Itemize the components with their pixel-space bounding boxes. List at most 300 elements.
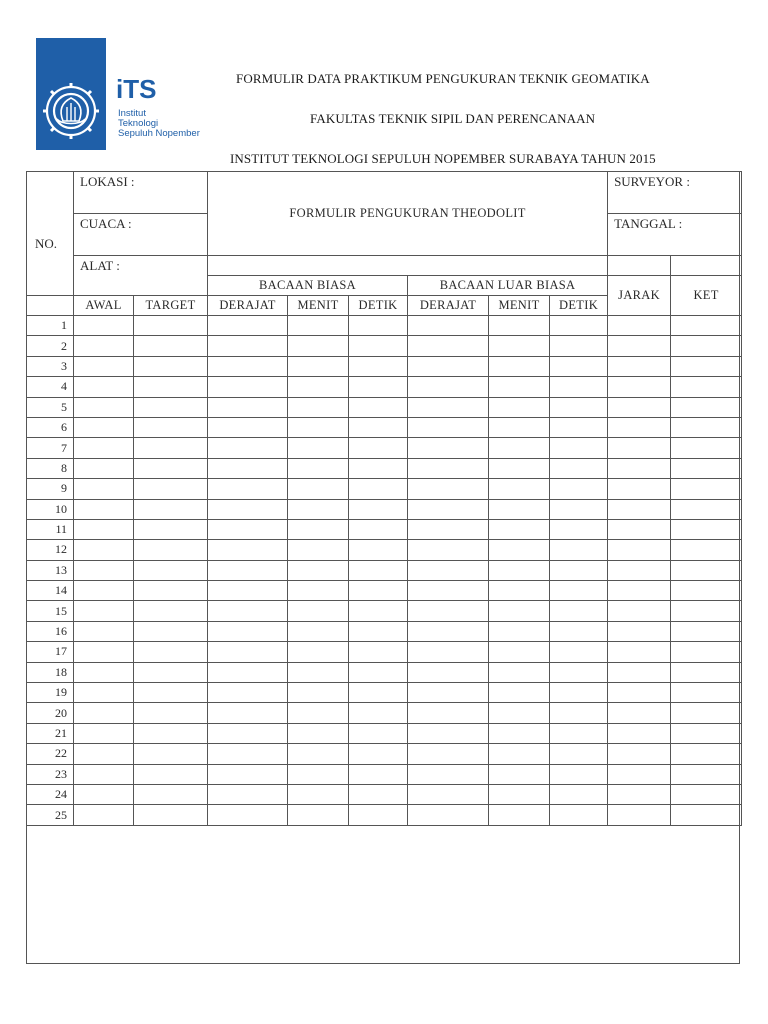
cell-detik-luar[interactable] <box>550 744 608 764</box>
cell-jarak[interactable] <box>608 581 671 601</box>
cell-detik-luar[interactable] <box>550 601 608 621</box>
cell-derajat-luar[interactable] <box>408 438 489 458</box>
cell-ket[interactable] <box>671 397 742 417</box>
cell-detik-biasa[interactable] <box>349 723 408 743</box>
cell-target[interactable] <box>134 744 208 764</box>
cell-derajat-biasa[interactable] <box>208 601 288 621</box>
table-row <box>27 581 742 601</box>
col-menit-luar-header: MENIT <box>489 296 550 316</box>
cell-derajat-luar[interactable] <box>408 560 489 580</box>
cell-menit-luar[interactable] <box>489 356 550 376</box>
cell-detik-luar[interactable] <box>550 621 608 641</box>
cell-derajat-biasa[interactable] <box>208 805 288 825</box>
cell-detik-biasa[interactable] <box>349 458 408 478</box>
cell-jarak[interactable] <box>608 519 671 539</box>
cell-derajat-biasa[interactable] <box>208 519 288 539</box>
table-row <box>27 377 742 397</box>
cell-jarak[interactable] <box>608 642 671 662</box>
cell-detik-luar[interactable] <box>550 458 608 478</box>
cell-detik-biasa[interactable] <box>349 662 408 682</box>
cell-derajat-luar[interactable] <box>408 683 489 703</box>
cell-awal[interactable] <box>74 723 134 743</box>
cell-derajat-biasa[interactable] <box>208 499 288 519</box>
cell-detik-luar[interactable] <box>550 519 608 539</box>
row-number: 17 <box>27 642 74 662</box>
cell-detik-biasa[interactable] <box>349 479 408 499</box>
cell-detik-biasa[interactable] <box>349 519 408 539</box>
cell-derajat-biasa[interactable] <box>208 356 288 376</box>
cell-derajat-luar[interactable] <box>408 316 489 336</box>
cell-target[interactable] <box>134 683 208 703</box>
cell-detik-luar[interactable] <box>550 397 608 417</box>
cell-ket[interactable] <box>671 519 742 539</box>
alat-field[interactable] <box>74 256 208 296</box>
cell-awal[interactable] <box>74 764 134 784</box>
cell-detik-biasa[interactable] <box>349 703 408 723</box>
cell-menit-biasa[interactable] <box>288 744 349 764</box>
cell-menit-biasa[interactable] <box>288 316 349 336</box>
cell-derajat-luar[interactable] <box>408 621 489 641</box>
cell-derajat-biasa[interactable] <box>208 764 288 784</box>
cell-menit-biasa[interactable] <box>288 540 349 560</box>
table-row <box>27 683 742 703</box>
cell-menit-luar[interactable] <box>489 499 550 519</box>
cell-jarak[interactable] <box>608 438 671 458</box>
cell-jarak[interactable] <box>608 540 671 560</box>
cell-derajat-biasa[interactable] <box>208 417 288 437</box>
cell-derajat-luar[interactable] <box>408 540 489 560</box>
cell-derajat-biasa[interactable] <box>208 581 288 601</box>
cell-detik-luar[interactable] <box>550 438 608 458</box>
cell-menit-biasa[interactable] <box>288 519 349 539</box>
cell-menit-biasa[interactable] <box>288 377 349 397</box>
cell-menit-luar[interactable] <box>489 336 550 356</box>
cell-menit-luar[interactable] <box>489 417 550 437</box>
cell-target[interactable] <box>134 540 208 560</box>
cell-awal[interactable] <box>74 784 134 804</box>
cell-menit-luar[interactable] <box>489 642 550 662</box>
alat-label: ALAT : <box>80 258 120 273</box>
jarak-header: JARAK <box>608 276 671 316</box>
cell-ket[interactable] <box>671 417 742 437</box>
cell-awal[interactable] <box>74 316 134 336</box>
cell-menit-biasa[interactable] <box>288 723 349 743</box>
cell-ket[interactable] <box>671 540 742 560</box>
cell-awal[interactable] <box>74 621 134 641</box>
cell-target[interactable] <box>134 642 208 662</box>
bacaan-biasa-header: BACAAN BIASA <box>208 276 408 296</box>
cell-derajat-luar[interactable] <box>408 784 489 804</box>
cell-jarak[interactable] <box>608 621 671 641</box>
row-number: 2 <box>27 336 74 356</box>
cell-ket[interactable] <box>671 805 742 825</box>
cell-menit-biasa[interactable] <box>288 560 349 580</box>
cell-menit-biasa[interactable] <box>288 458 349 478</box>
cell-detik-luar[interactable] <box>550 356 608 376</box>
cell-ket[interactable] <box>671 479 742 499</box>
cell-jarak[interactable] <box>608 377 671 397</box>
its-crest-icon <box>36 38 216 150</box>
cell-ket[interactable] <box>671 744 742 764</box>
cell-jarak[interactable] <box>608 316 671 336</box>
cell-menit-luar[interactable] <box>489 540 550 560</box>
table-row <box>27 662 742 682</box>
cell-detik-luar[interactable] <box>550 784 608 804</box>
cell-jarak[interactable] <box>608 560 671 580</box>
cell-target[interactable] <box>134 784 208 804</box>
cell-detik-luar[interactable] <box>550 805 608 825</box>
svg-text:Teknologi: Teknologi <box>118 118 159 129</box>
cell-detik-biasa[interactable] <box>349 764 408 784</box>
surveyor-field[interactable] <box>608 172 742 214</box>
cell-target[interactable] <box>134 560 208 580</box>
cell-ket[interactable] <box>671 377 742 397</box>
cell-ket[interactable] <box>671 764 742 784</box>
cell-menit-biasa[interactable] <box>288 479 349 499</box>
cell-menit-luar[interactable] <box>489 479 550 499</box>
cell-detik-biasa[interactable] <box>349 601 408 621</box>
cell-target[interactable] <box>134 316 208 336</box>
cell-detik-luar[interactable] <box>550 642 608 662</box>
cell-ket[interactable] <box>671 642 742 662</box>
cell-menit-luar[interactable] <box>489 805 550 825</box>
cell-jarak[interactable] <box>608 723 671 743</box>
cell-menit-biasa[interactable] <box>288 764 349 784</box>
cell-menit-luar[interactable] <box>489 601 550 621</box>
cell-derajat-luar[interactable] <box>408 479 489 499</box>
cell-derajat-biasa[interactable] <box>208 744 288 764</box>
cell-ket[interactable] <box>671 621 742 641</box>
cell-target[interactable] <box>134 336 208 356</box>
cell-detik-luar[interactable] <box>550 499 608 519</box>
cell-ket[interactable] <box>671 784 742 804</box>
row-number: 12 <box>27 540 74 560</box>
cell-ket[interactable] <box>671 438 742 458</box>
cell-derajat-biasa[interactable] <box>208 662 288 682</box>
cell-detik-luar[interactable] <box>550 316 608 336</box>
cell-target[interactable] <box>134 621 208 641</box>
cell-jarak[interactable] <box>608 601 671 621</box>
cell-detik-biasa[interactable] <box>349 805 408 825</box>
lokasi-field[interactable] <box>74 172 208 214</box>
cell-menit-luar[interactable] <box>489 519 550 539</box>
cell-derajat-biasa[interactable] <box>208 479 288 499</box>
cell-target[interactable] <box>134 356 208 376</box>
cell-detik-biasa[interactable] <box>349 417 408 437</box>
cell-menit-luar[interactable] <box>489 764 550 784</box>
cell-derajat-biasa[interactable] <box>208 336 288 356</box>
cell-derajat-luar[interactable] <box>408 744 489 764</box>
cell-awal[interactable] <box>74 703 134 723</box>
table-row <box>27 601 742 621</box>
cell-awal[interactable] <box>74 662 134 682</box>
cell-detik-biasa[interactable] <box>349 642 408 662</box>
cell-menit-luar[interactable] <box>489 744 550 764</box>
cell-awal[interactable] <box>74 479 134 499</box>
cell-detik-biasa[interactable] <box>349 744 408 764</box>
cell-jarak[interactable] <box>608 805 671 825</box>
cell-jarak[interactable] <box>608 662 671 682</box>
row-number: 13 <box>27 560 74 580</box>
table-row <box>27 703 742 723</box>
cell-jarak[interactable] <box>608 744 671 764</box>
its-logo <box>36 38 216 150</box>
row-number: 9 <box>27 479 74 499</box>
form-title-line-3: INSTITUT TEKNOLOGI SEPULUH NOPEMBER SURABAYA TAHUN 2015 <box>230 151 656 166</box>
cell-menit-biasa[interactable] <box>288 581 349 601</box>
row-number: 20 <box>27 703 74 723</box>
cell-detik-luar[interactable] <box>550 683 608 703</box>
row-number: 14 <box>27 581 74 601</box>
cell-derajat-luar[interactable] <box>408 519 489 539</box>
cell-ket[interactable] <box>671 560 742 580</box>
cell-detik-luar[interactable] <box>550 560 608 580</box>
cell-jarak[interactable] <box>608 764 671 784</box>
cell-menit-biasa[interactable] <box>288 683 349 703</box>
cell-derajat-luar[interactable] <box>408 356 489 376</box>
cell-ket[interactable] <box>671 662 742 682</box>
cell-awal[interactable] <box>74 417 134 437</box>
table-row <box>27 336 742 356</box>
svg-text:Sepuluh Nopember: Sepuluh Nopember <box>118 128 200 139</box>
cell-target[interactable] <box>134 377 208 397</box>
cell-jarak[interactable] <box>608 499 671 519</box>
cell-detik-biasa[interactable] <box>349 581 408 601</box>
cell-derajat-luar[interactable] <box>408 499 489 519</box>
cell-awal[interactable] <box>74 540 134 560</box>
cell-menit-luar[interactable] <box>489 377 550 397</box>
row-number: 5 <box>27 397 74 417</box>
cell-target[interactable] <box>134 662 208 682</box>
cell-derajat-luar[interactable] <box>408 377 489 397</box>
cell-menit-luar[interactable] <box>489 438 550 458</box>
cell-ket[interactable] <box>671 316 742 336</box>
cell-menit-biasa[interactable] <box>288 601 349 621</box>
cell-target[interactable] <box>134 805 208 825</box>
cell-jarak[interactable] <box>608 683 671 703</box>
surveyor-label: SURVEYOR : <box>614 174 690 189</box>
cell-derajat-biasa[interactable] <box>208 458 288 478</box>
cell-derajat-luar[interactable] <box>408 581 489 601</box>
table-row <box>27 499 742 519</box>
table-row <box>27 723 742 743</box>
cell-detik-biasa[interactable] <box>349 499 408 519</box>
cell-jarak[interactable] <box>608 703 671 723</box>
table-row <box>27 540 742 560</box>
cell-derajat-luar[interactable] <box>408 397 489 417</box>
cell-menit-biasa[interactable] <box>288 397 349 417</box>
cell-menit-luar[interactable] <box>489 397 550 417</box>
cell-derajat-luar[interactable] <box>408 336 489 356</box>
cell-jarak[interactable] <box>608 397 671 417</box>
table-row <box>27 479 742 499</box>
row-number: 23 <box>27 764 74 784</box>
cell-derajat-biasa[interactable] <box>208 377 288 397</box>
cell-detik-luar[interactable] <box>550 417 608 437</box>
cell-ket[interactable] <box>671 601 742 621</box>
table-row <box>27 397 742 417</box>
cuaca-field[interactable] <box>74 214 208 256</box>
cell-detik-biasa[interactable] <box>349 621 408 641</box>
cell-menit-biasa[interactable] <box>288 438 349 458</box>
cell-ket[interactable] <box>671 581 742 601</box>
cell-detik-biasa[interactable] <box>349 784 408 804</box>
cell-target[interactable] <box>134 458 208 478</box>
cell-awal[interactable] <box>74 397 134 417</box>
cell-derajat-biasa[interactable] <box>208 723 288 743</box>
cell-menit-biasa[interactable] <box>288 805 349 825</box>
cell-target[interactable] <box>134 397 208 417</box>
cell-menit-biasa[interactable] <box>288 417 349 437</box>
lokasi-label: LOKASI : <box>80 174 135 189</box>
cell-jarak[interactable] <box>608 784 671 804</box>
cell-target[interactable] <box>134 519 208 539</box>
cell-ket[interactable] <box>671 723 742 743</box>
cell-awal[interactable] <box>74 683 134 703</box>
cell-detik-luar[interactable] <box>550 479 608 499</box>
cell-jarak[interactable] <box>608 479 671 499</box>
cell-awal[interactable] <box>74 499 134 519</box>
cell-menit-luar[interactable] <box>489 458 550 478</box>
cell-derajat-luar[interactable] <box>408 662 489 682</box>
cell-detik-biasa[interactable] <box>349 540 408 560</box>
cell-detik-biasa[interactable] <box>349 336 408 356</box>
blank-jarak-top[interactable] <box>608 256 671 276</box>
cell-derajat-biasa[interactable] <box>208 621 288 641</box>
svg-text:iTS: iTS <box>116 74 157 104</box>
row-number: 19 <box>27 683 74 703</box>
cell-awal[interactable] <box>74 560 134 580</box>
cell-target[interactable] <box>134 601 208 621</box>
cell-derajat-luar[interactable] <box>408 601 489 621</box>
cell-derajat-biasa[interactable] <box>208 397 288 417</box>
cell-target[interactable] <box>134 581 208 601</box>
cell-derajat-biasa[interactable] <box>208 540 288 560</box>
cell-detik-luar[interactable] <box>550 540 608 560</box>
cell-derajat-biasa[interactable] <box>208 560 288 580</box>
cell-menit-luar[interactable] <box>489 683 550 703</box>
cell-jarak[interactable] <box>608 417 671 437</box>
row-number: 21 <box>27 723 74 743</box>
cell-derajat-biasa[interactable] <box>208 316 288 336</box>
cell-awal[interactable] <box>74 356 134 376</box>
cell-derajat-biasa[interactable] <box>208 703 288 723</box>
cell-target[interactable] <box>134 499 208 519</box>
blank-header-cell[interactable] <box>208 256 608 276</box>
cell-detik-luar[interactable] <box>550 581 608 601</box>
cell-awal[interactable] <box>74 601 134 621</box>
cell-menit-luar[interactable] <box>489 784 550 804</box>
cell-menit-biasa[interactable] <box>288 784 349 804</box>
cell-menit-luar[interactable] <box>489 581 550 601</box>
cell-menit-biasa[interactable] <box>288 642 349 662</box>
cell-derajat-luar[interactable] <box>408 723 489 743</box>
cell-menit-biasa[interactable] <box>288 499 349 519</box>
cell-ket[interactable] <box>671 458 742 478</box>
cell-target[interactable] <box>134 438 208 458</box>
cell-ket[interactable] <box>671 683 742 703</box>
col-derajat-luar-header: DERAJAT <box>408 296 489 316</box>
cell-derajat-luar[interactable] <box>408 764 489 784</box>
cell-menit-biasa[interactable] <box>288 621 349 641</box>
cell-ket[interactable] <box>671 356 742 376</box>
cell-detik-biasa[interactable] <box>349 397 408 417</box>
cell-detik-luar[interactable] <box>550 723 608 743</box>
blank-ket-top[interactable] <box>671 256 742 276</box>
cell-derajat-luar[interactable] <box>408 703 489 723</box>
cell-menit-biasa[interactable] <box>288 662 349 682</box>
cell-awal[interactable] <box>74 336 134 356</box>
cell-derajat-biasa[interactable] <box>208 784 288 804</box>
cell-menit-biasa[interactable] <box>288 703 349 723</box>
cell-ket[interactable] <box>671 499 742 519</box>
cell-menit-luar[interactable] <box>489 723 550 743</box>
cell-derajat-luar[interactable] <box>408 805 489 825</box>
cell-awal[interactable] <box>74 519 134 539</box>
cell-awal[interactable] <box>74 377 134 397</box>
table-row <box>27 356 742 376</box>
cell-detik-luar[interactable] <box>550 336 608 356</box>
cell-ket[interactable] <box>671 703 742 723</box>
cell-menit-luar[interactable] <box>489 703 550 723</box>
cell-derajat-luar[interactable] <box>408 458 489 478</box>
cell-detik-luar[interactable] <box>550 662 608 682</box>
cell-menit-biasa[interactable] <box>288 356 349 376</box>
cell-detik-biasa[interactable] <box>349 356 408 376</box>
cell-target[interactable] <box>134 723 208 743</box>
cell-target[interactable] <box>134 764 208 784</box>
cell-derajat-luar[interactable] <box>408 642 489 662</box>
cell-detik-luar[interactable] <box>550 764 608 784</box>
row-number: 1 <box>27 316 74 336</box>
cell-detik-biasa[interactable] <box>349 316 408 336</box>
cell-menit-luar[interactable] <box>489 560 550 580</box>
cell-menit-luar[interactable] <box>489 621 550 641</box>
cell-target[interactable] <box>134 417 208 437</box>
cell-awal[interactable] <box>74 805 134 825</box>
cell-jarak[interactable] <box>608 458 671 478</box>
col-derajat-biasa-header: DERAJAT <box>208 296 288 316</box>
cell-awal[interactable] <box>74 458 134 478</box>
svg-text:Institut: Institut <box>118 108 146 119</box>
cell-target[interactable] <box>134 703 208 723</box>
cell-detik-luar[interactable] <box>550 377 608 397</box>
cell-menit-biasa[interactable] <box>288 336 349 356</box>
cell-awal[interactable] <box>74 642 134 662</box>
cell-awal[interactable] <box>74 438 134 458</box>
cell-ket[interactable] <box>671 336 742 356</box>
col-menit-biasa-header: MENIT <box>288 296 349 316</box>
cell-derajat-biasa[interactable] <box>208 642 288 662</box>
cell-detik-luar[interactable] <box>550 703 608 723</box>
tanggal-field[interactable] <box>608 214 742 256</box>
cell-detik-biasa[interactable] <box>349 377 408 397</box>
cell-detik-biasa[interactable] <box>349 560 408 580</box>
cell-target[interactable] <box>134 479 208 499</box>
cell-derajat-biasa[interactable] <box>208 438 288 458</box>
cell-menit-luar[interactable] <box>489 316 550 336</box>
cell-detik-biasa[interactable] <box>349 683 408 703</box>
cell-detik-biasa[interactable] <box>349 438 408 458</box>
cell-awal[interactable] <box>74 744 134 764</box>
cell-derajat-luar[interactable] <box>408 417 489 437</box>
cell-menit-luar[interactable] <box>489 662 550 682</box>
cell-awal[interactable] <box>74 581 134 601</box>
cell-jarak[interactable] <box>608 336 671 356</box>
table-row <box>27 744 742 764</box>
cell-derajat-biasa[interactable] <box>208 683 288 703</box>
cell-jarak[interactable] <box>608 356 671 376</box>
